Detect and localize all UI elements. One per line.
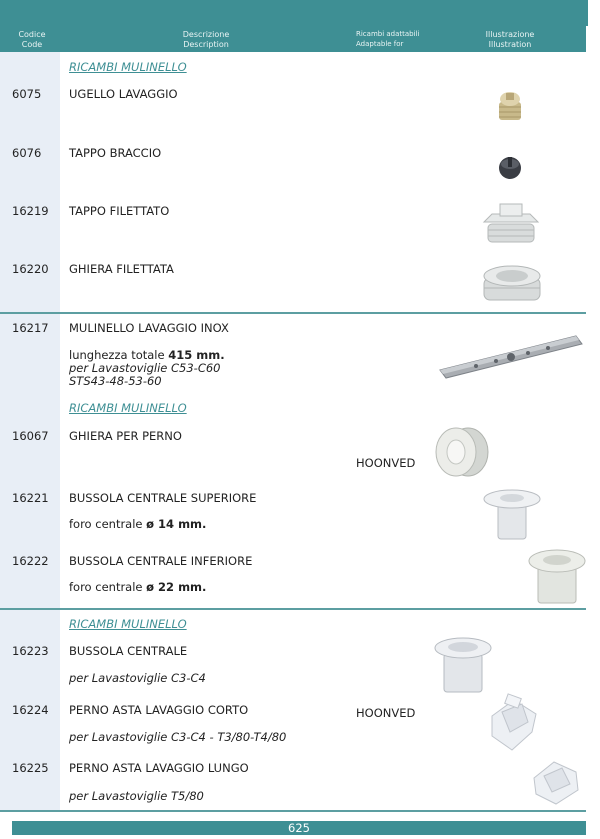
product-code: 16219 [12,204,49,218]
product-name: PERNO ASTA LAVAGGIO LUNGO [69,761,249,775]
length-value: 415 mm. [168,348,225,362]
section-divider [0,312,586,314]
compatibility-text: STS43-48-53-60 [69,374,162,388]
hole-value: ø 22 mm. [146,580,207,594]
product-code: 16221 [12,491,49,505]
hole-spec [69,517,206,531]
wash-arm-image [436,330,584,382]
arm-cap-image [496,153,524,181]
section-divider [0,608,586,610]
compatibility-text: per Lavastoviglie T5/80 [69,789,204,803]
section-heading[interactable]: RICAMBI MULINELLO [69,401,187,415]
central-bushing-image [430,634,496,696]
product-name: BUSSOLA CENTRALE INFERIORE [69,554,253,568]
lower-bushing-image [526,545,588,607]
header-code-en: Code [21,39,43,49]
header-illustration [470,30,550,49]
product-code: 16220 [12,262,49,276]
product-name: BUSSOLA CENTRALE [69,644,188,658]
product-name: UGELLO LAVAGGIO [69,87,178,101]
product-code: 16067 [12,429,49,443]
top-banner [0,0,588,26]
header-ill-it: Illustrazione [485,30,535,39]
pin-ring-image [432,423,492,481]
section-heading[interactable]: RICAMBI MULINELLO [69,617,187,631]
header-fit-en: Adaptable for [356,39,404,48]
product-code: 16225 [12,761,49,775]
product-name: PERNO ASTA LAVAGGIO CORTO [69,703,249,717]
header-desc-it: Descrizione [182,30,230,39]
product-name: MULINELLO LAVAGGIO INOX [69,321,229,335]
hole-label: foro centrale [69,517,147,531]
upper-bushing-image [478,485,546,543]
product-code: 16224 [12,703,49,717]
section-heading[interactable]: RICAMBI MULINELLO [69,60,187,74]
page-number: 625 [288,821,310,835]
product-code: 16217 [12,321,49,335]
header-ill-en: Illustration [488,39,532,49]
product-code: 16223 [12,644,49,658]
brand-label: HOONVED [356,706,416,720]
long-pin-image [526,756,586,808]
nozzle-image [494,88,526,124]
section-divider [0,810,586,812]
table-header [0,26,586,52]
header-code [10,30,54,49]
hole-value: ø 14 mm. [146,517,207,531]
short-pin-image [482,692,544,758]
header-adaptable [356,30,419,49]
product-code: 16222 [12,554,49,568]
page-number-bar [12,821,586,835]
compatibility-text: per Lavastoviglie C53-C60 [69,361,221,375]
hole-spec [69,580,206,594]
brand-label: HOONVED [356,456,416,470]
length-label: lunghezza totale [69,348,169,362]
hole-label: foro centrale [69,580,147,594]
product-name: TAPPO FILETTATO [69,204,170,218]
product-code: 6076 [12,146,42,160]
header-fit-it: Ricambi adattabili [356,30,420,38]
compatibility-text: per Lavastoviglie C3-C4 - T3/80-T4/80 [69,730,287,744]
product-name: TAPPO BRACCIO [69,146,162,160]
product-length [69,348,225,362]
header-code-it: Codice [18,30,46,39]
threaded-ring-image [478,258,546,306]
header-desc-en: Description [183,39,229,49]
product-name: BUSSOLA CENTRALE SUPERIORE [69,491,257,505]
product-name: GHIERA FILETTATA [69,262,174,276]
threaded-cap-image [478,200,544,248]
product-name: GHIERA PER PERNO [69,429,182,443]
product-code: 6075 [12,87,42,101]
compatibility-text: per Lavastoviglie C3-C4 [69,671,206,685]
header-description [156,30,256,49]
